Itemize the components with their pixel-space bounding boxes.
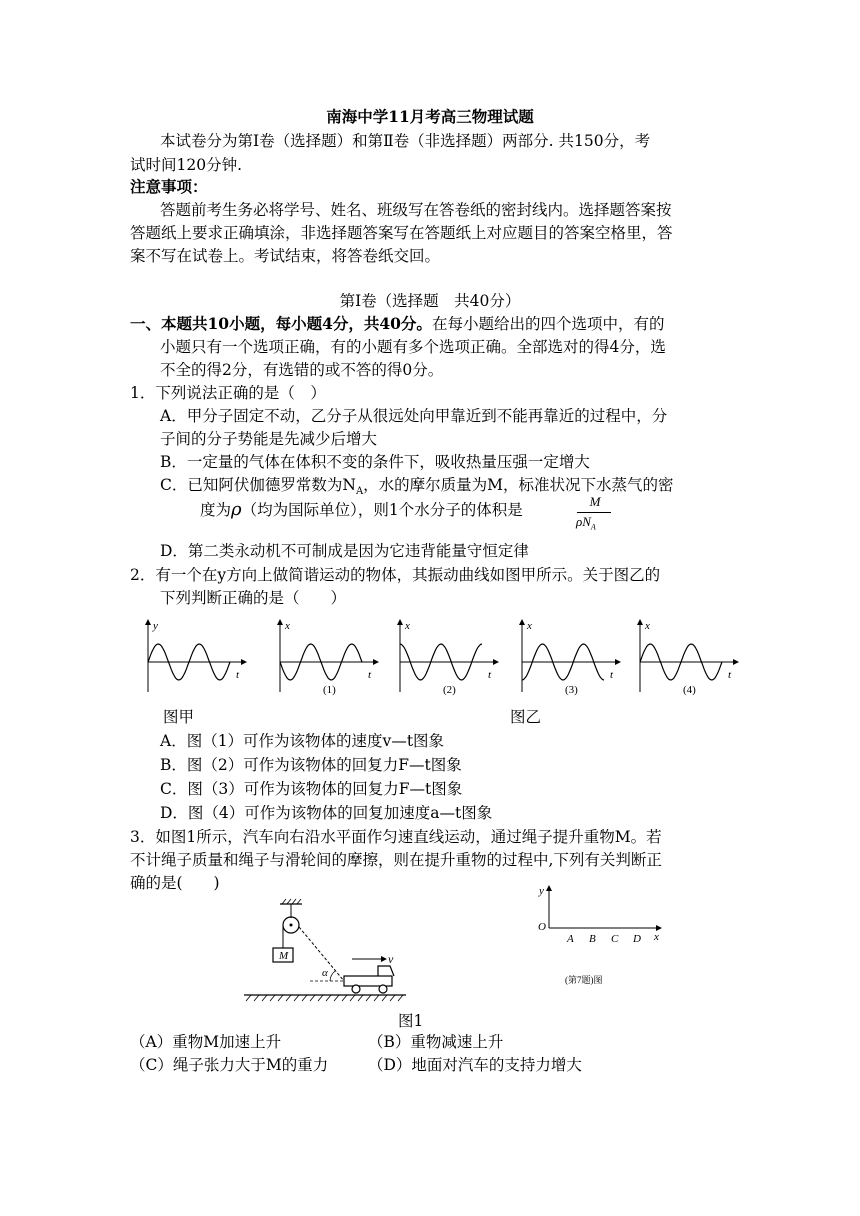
- q1-option-c2-post: （均为国际单位），则1个水分子的体积是: [241, 501, 523, 519]
- q1-rho-symbol: ρ: [231, 499, 242, 520]
- q1-option-c-post: ，水的摩尔质量为M，标准状况下水蒸气的密: [363, 476, 674, 494]
- axis-x-label: x: [654, 931, 659, 943]
- ground-hatch-stroke: [342, 995, 347, 1001]
- notice-line-2: 答题纸上要求正确填涂，非选择题答案写在答题纸上对应题目的答案空格里，答: [130, 224, 673, 242]
- ceiling-hatch: [282, 899, 301, 904]
- ground-hatch-stroke: [358, 995, 363, 1001]
- ground-hatch-stroke: [318, 995, 323, 1001]
- q2-stem-line-2: 下列判断正确的是（ ）: [160, 589, 347, 607]
- part1-instruction-line-1: [130, 313, 664, 335]
- fraction-bar: [577, 512, 611, 513]
- angle-arc: [330, 971, 335, 981]
- q1-option-a-line-1: A．甲分子固定不动，乙分子从很远处向甲靠近到不能再靠近的过程中，分: [160, 407, 668, 425]
- figure-jia-caption: 图甲: [163, 708, 195, 726]
- q2-stem-text: 2．有一个在y方向上做简谐运动的物体，其振动曲线如图甲所示。关于图乙的: [130, 566, 661, 584]
- fraction-numerator: M: [589, 494, 601, 509]
- ground-hatch-stroke: [302, 995, 307, 1001]
- velocity-label: v: [388, 952, 394, 966]
- q2-graph-1-y-label: x: [285, 620, 290, 632]
- ground-hatch-stroke: [246, 995, 251, 1001]
- ground-hatch-stroke: [270, 995, 275, 1001]
- block-m-label: M: [279, 950, 289, 962]
- q2-graph-1: [280, 620, 378, 696]
- angle-alpha-label: α: [322, 967, 328, 979]
- q2-graph-0: [148, 620, 246, 692]
- q2-graph-2-x-label: t: [488, 669, 492, 681]
- q2-graph-4-y-label: x: [645, 620, 650, 632]
- q3-stem-line-3: 确的是( ): [130, 874, 220, 892]
- part1-instruction-rest: 在每小题给出的四个选项中，有的: [431, 315, 665, 333]
- intro-line-2: 试时间120分钟.: [130, 156, 243, 174]
- q2-graph-3-label: (3): [565, 684, 578, 696]
- ground-hatch-stroke: [326, 995, 331, 1001]
- q2-option-d: D．图（4）可作为该物体的回复加速度a—t图象: [160, 804, 493, 822]
- figure-1-caption: 图1: [398, 1012, 424, 1030]
- q2-graph-4-x-label: t: [728, 669, 732, 681]
- notice-line-1: 答题前考生务必将学号、姓名、班级写在答卷纸的密封线内。选择题答案按: [160, 201, 672, 219]
- figure-yi-caption: 图乙: [510, 708, 542, 726]
- ground-hatch-stroke: [310, 995, 315, 1001]
- q2-stem-line-1: [130, 564, 660, 586]
- q2-graph-2-y-label: x: [405, 620, 410, 632]
- axis-origin-label: O: [538, 921, 546, 933]
- q1-option-b: B．一定量的气体在体积不变的条件下，吸收热量压强一定增大: [160, 453, 590, 471]
- notice-title: 注意事项：: [130, 177, 208, 196]
- q3-stem-line-2: 不计绳子质量和绳子与滑轮间的摩擦，则在提升重物的过程中,下列有关判断正: [130, 851, 662, 869]
- q1-option-a-line-2: 子间的分子势能是先减少后增大: [160, 430, 378, 448]
- q2-option-a: A．图（1）可作为该物体的速度v—t图象: [160, 732, 445, 750]
- ground-hatch-stroke: [382, 995, 387, 1001]
- truck-wheel-rear: [352, 985, 360, 993]
- axis-figure: [535, 880, 675, 990]
- q2-graph-0-x-label: t: [236, 669, 240, 681]
- q2-graph-4: [640, 620, 738, 696]
- part1-title: 第Ⅰ卷（选择题 共40分）: [339, 292, 521, 310]
- q3-option-b: （B）重物减速上升: [368, 1033, 504, 1051]
- ground-hatch-stroke: [294, 995, 299, 1001]
- part1-instruction-bold: 一、本题共10小题，每小题4分，共40分。: [130, 314, 432, 333]
- q2-graph-4-label: (4): [683, 684, 696, 696]
- ground-hatch-stroke: [262, 995, 267, 1001]
- ground-hatch-stroke: [374, 995, 379, 1001]
- part1-instruction-line-2: 小题只有一个选项正确，有的小题有多个选项正确。全部选对的得4分，选: [160, 338, 666, 356]
- ground-hatch-stroke: [390, 995, 395, 1001]
- q2-graph-strip: [130, 616, 750, 706]
- q2-graph-0-y-label: y: [153, 620, 158, 632]
- q1-option-c2-pre: 度为: [200, 501, 232, 519]
- q1-option-c-sub: A: [355, 486, 364, 498]
- truck-cab: [378, 966, 394, 976]
- ground-hatch-stroke: [254, 995, 259, 1001]
- q2-graph-2: [400, 620, 498, 696]
- axis-point-A: A: [567, 933, 574, 945]
- q1-option-c-pre: C．已知阿伏伽德罗常数为N: [160, 476, 356, 494]
- truck-body: [344, 976, 392, 986]
- pulley-truck-figure: [240, 896, 415, 1006]
- q2-option-c: C．图（3）可作为该物体的回复力F—t图象: [160, 780, 463, 798]
- axis-point-C: C: [611, 933, 619, 945]
- ground-hatch-stroke: [278, 995, 283, 1001]
- q3-option-d: （D）地面对汽车的支持力增大: [368, 1056, 582, 1074]
- ground-hatch-stroke: [334, 995, 339, 1001]
- truck-wheel-front: [379, 985, 387, 993]
- q3-option-c: （C）绳子张力大于M的重力: [130, 1056, 329, 1074]
- q2-graph-1-x-label: t: [368, 669, 372, 681]
- fraction-denominator-main: ρN: [576, 514, 591, 529]
- q2-option-b: B．图（2）可作为该物体的回复力F—t图象: [160, 756, 462, 774]
- q1-option-d: D．第二类永动机不可制成是因为它违背能量守恒定律: [160, 542, 529, 560]
- pulley-axle: [290, 924, 293, 927]
- q1-option-c-line-2: [200, 499, 523, 521]
- axis-y-label: y: [539, 885, 544, 897]
- ground-hatch-stroke: [286, 995, 291, 1001]
- notice-line-3: 案不写在试卷上。考试结束，将答卷纸交回。: [130, 247, 441, 265]
- q2-graph-3-x-label: t: [610, 669, 614, 681]
- axis-point-D: D: [633, 933, 641, 945]
- part1-instruction-line-3: 不全的得2分，有选错的或不答的得0分。: [160, 361, 444, 379]
- q1-stem: 1．下列说法正确的是（ ）: [130, 384, 326, 402]
- q2-graph-2-label: (2): [443, 684, 456, 696]
- fraction-denominator-sub: A: [590, 522, 596, 532]
- axis-caption: (第7题)图: [565, 975, 603, 985]
- page-title: 南海中学11月考高三物理试题: [326, 107, 534, 126]
- intro-line-1: 本试卷分为第Ⅰ卷（选择题）和第Ⅱ卷（非选择题）两部分. 共150分，考: [160, 132, 651, 150]
- ground-hatch-stroke: [366, 995, 371, 1001]
- q3-option-a: （A）重物M加速上升: [130, 1033, 282, 1051]
- q2-graph-3-y-label: x: [527, 620, 532, 632]
- q2-graph-1-label: (1): [323, 684, 336, 696]
- ground-hatch-stroke: [350, 995, 355, 1001]
- fraction-denominator: [576, 514, 596, 532]
- q3-stem-line-1: 3．如图1所示，汽车向右沿水平面作匀速直线运动，通过绳子提升重物M。若: [130, 828, 662, 846]
- axis-point-B: B: [589, 933, 596, 945]
- q2-graph-3: [522, 620, 620, 696]
- ground-hatch: [246, 995, 403, 1001]
- ground-hatch-stroke: [398, 995, 403, 1001]
